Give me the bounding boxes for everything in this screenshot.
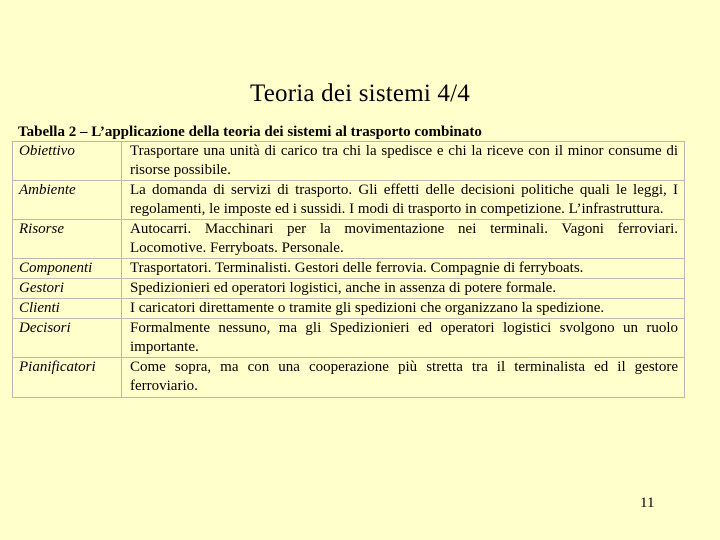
table-row (13, 319, 685, 358)
row-description: Autocarri. Macchinari per la movimentazione nei terminali. Vagoni ferroviari. Locomotive. Ferryboats. Personale. (122, 220, 685, 259)
row-term: Obiettivo (13, 142, 122, 181)
table-row (13, 299, 685, 319)
row-term: Risorse (13, 220, 122, 259)
page-number: 11 (640, 495, 655, 511)
row-description: Spedizionieri ed operatori logistici, anche in assenza di potere formale. (122, 279, 685, 299)
row-description: Come sopra, ma con una cooperazione più stretta tra il terminalista ed il gestore ferroviario. (122, 358, 685, 398)
table-row (13, 259, 685, 279)
row-description: Formalmente nessuno, ma gli Spedizionieri ed operatori logistici svolgono un ruolo importante. (122, 319, 685, 358)
row-description: Trasportatori. Terminalisti. Gestori delle ferrovia. Compagnie di ferryboats. (122, 259, 685, 279)
table-row (13, 181, 685, 220)
row-term: Componenti (13, 259, 122, 279)
slide-title: Teoria dei sistemi 4/4 (250, 80, 470, 107)
row-description: Trasportare una unità di carico tra chi la spedisce e chi la riceve con il minor consume di risorse possibile. (122, 142, 685, 181)
row-term: Pianificatori (13, 358, 122, 398)
row-term: Clienti (13, 299, 122, 319)
table-row (13, 142, 685, 181)
table-row (13, 358, 685, 398)
row-description: I caricatori direttamente o tramite gli spedizioni che organizzano la spedizione. (122, 299, 685, 319)
systems-theory-table (12, 141, 685, 398)
table-caption: Tabella 2 – L’applicazione della teoria dei sistemi al trasporto combinato (18, 124, 482, 140)
row-term: Decisori (13, 319, 122, 358)
row-term: Ambiente (13, 181, 122, 220)
row-term: Gestori (13, 279, 122, 299)
table-row (13, 279, 685, 299)
table-row (13, 220, 685, 259)
row-description: La domanda di servizi di trasporto. Gli effetti delle decisioni politiche quali le leggi, I regolamenti, le imposte ed i sussidi. I modi di trasporto in competizione. L’infrastruttura. (122, 181, 685, 220)
